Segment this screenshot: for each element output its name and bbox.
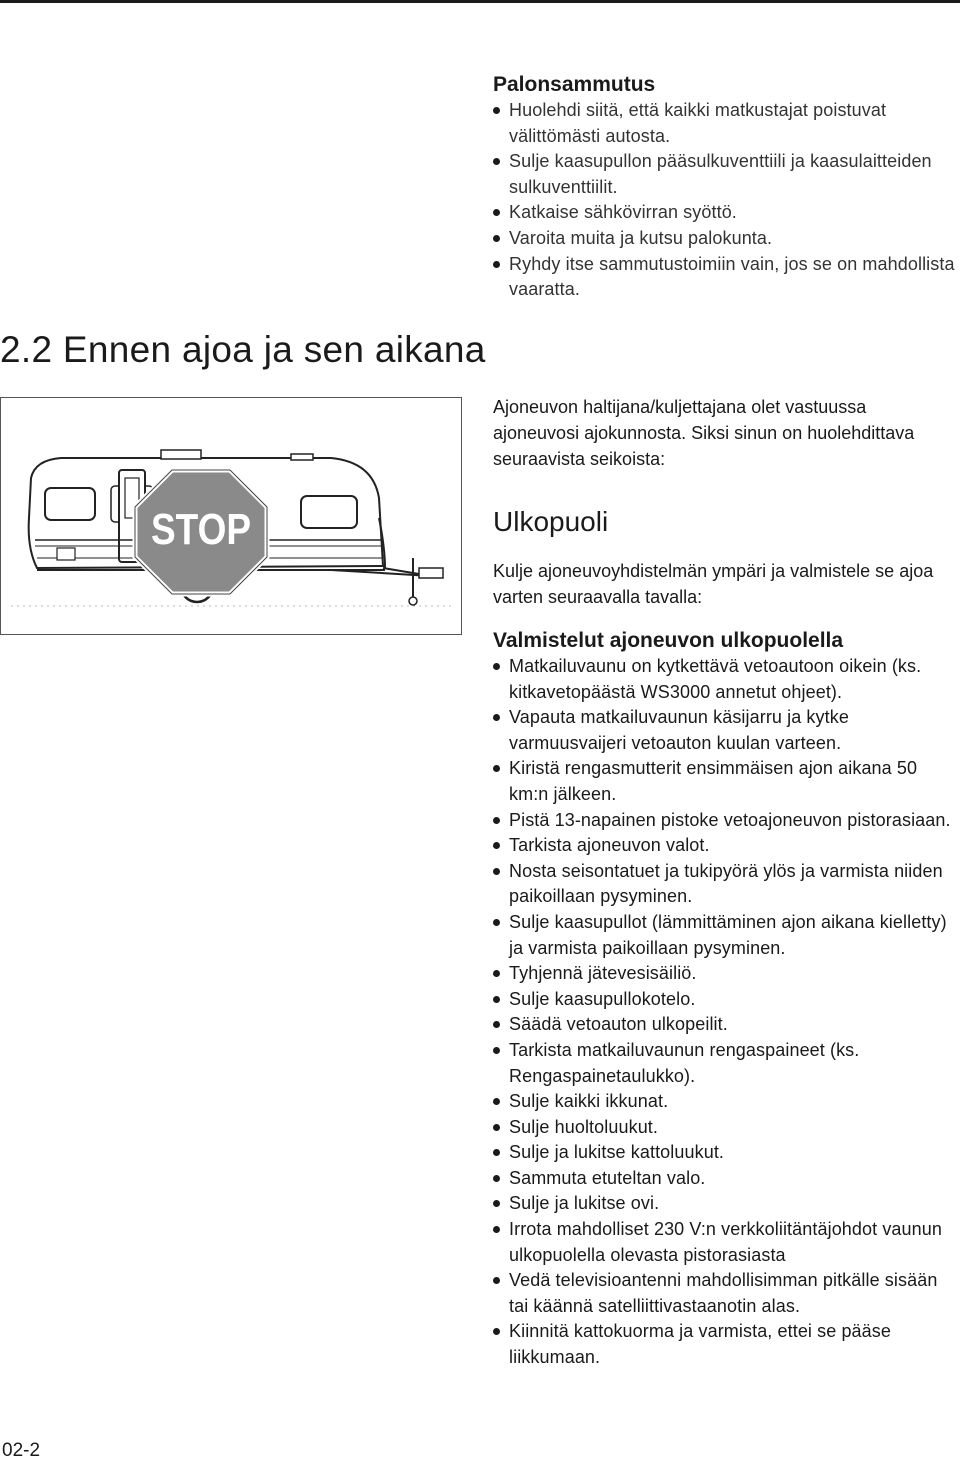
prep-list: [493, 654, 955, 1371]
page-number: 02-2: [2, 1440, 41, 1461]
list-item: Vapauta matkailuvaunun käsijarru ja kytke varmuusvaijeri vetoauton kuulan varteen.: [493, 705, 955, 756]
window-right: [301, 496, 357, 528]
section-title: 2.2 Ennen ajoa ja sen aikana: [0, 329, 486, 370]
caravan-stop-illustration: [0, 397, 462, 635]
list-item: Sulje kaasupullokotelo.: [493, 987, 955, 1013]
list-item: Tarkista ajoneuvon valot.: [493, 833, 955, 859]
ulkopuoli-title: Ulkopuoli: [493, 506, 609, 537]
list-item: Varoita muita ja kutsu palokunta.: [493, 226, 955, 252]
list-item: Tyhjennä jätevesisäiliö.: [493, 961, 955, 987]
list-item: Ryhdy itse sammutustoimiin vain, jos se on mahdollista vaaratta.: [493, 252, 955, 303]
stop-sign-label: STOP: [151, 505, 251, 554]
list-item: Vedä televisioantenni mahdollisimman pitkälle sisään tai käännä satelliittivastaanotin alas.: [493, 1268, 955, 1319]
list-item: Sammuta etuteltan valo.: [493, 1166, 955, 1192]
list-item: Sulje ja lukitse ovi.: [493, 1191, 955, 1217]
prep-section: [493, 628, 955, 1371]
list-item: Kiinnitä kattokuorma ja varmista, ettei se pääse liikkumaan.: [493, 1319, 955, 1370]
window-left: [45, 488, 95, 520]
list-item: Huolehdi siitä, että kaikki matkustajat poistuvat välittömästi autosta.: [493, 98, 955, 149]
list-item: Sulje kaikki ikkunat.: [493, 1089, 955, 1115]
fire-section: [493, 72, 955, 303]
list-item: Irrota mahdolliset 230 V:n verkkoliitäntäjohdot vaunun ulkopuolella olevasta pistorasiasta: [493, 1217, 955, 1268]
list-item: Sulje ja lukitse kattoluukut.: [493, 1140, 955, 1166]
list-item: Nosta seisontatuet ja tukipyörä ylös ja varmista niiden paikoillaan pysyminen.: [493, 859, 955, 910]
list-item: Tarkista matkailuvaunun rengaspaineet (ks. Rengaspainetaulukko).: [493, 1038, 955, 1089]
list-item: Sulje kaasupullot (lämmittäminen ajon aikana kielletty) ja varmista paikoillaan pysyminen.: [493, 910, 955, 961]
list-item: Sulje huoltoluukut.: [493, 1115, 955, 1141]
prep-heading: Valmistelut ajoneuvon ulkopuolella: [493, 629, 844, 652]
list-item: Katkaise sähkövirran syöttö.: [493, 200, 955, 226]
list-item: Kiristä rengasmutterit ensimmäisen ajon aikana 50 km:n jälkeen.: [493, 756, 955, 807]
ulkopuoli-description: [493, 558, 955, 610]
ulkopuoli-paragraph: Kulje ajoneuvoyhdistelmän ympäri ja valmistele se ajoa varten seuraavalla tavalla:: [493, 561, 934, 607]
intro-paragraph: Ajoneuvon haltijana/kuljettajana olet vastuussa ajoneuvosi ajokunnosta. Siksi sinun on huolehdittava seuraavista seikoista:: [493, 397, 915, 469]
top-rule: [0, 0, 960, 3]
caravan-drawing: [1, 398, 461, 634]
fire-heading: Palonsammutus: [493, 73, 656, 96]
intro-text: [493, 394, 955, 472]
list-item: Sulje kaasupullon pääsulkuventtiili ja kaasulaitteiden sulkuventtiilit.: [493, 149, 955, 200]
list-item: Matkailuvaunu on kytkettävä vetoautoon oikein (ks. kitkavetopäästä WS3000 annetut ohjeet).: [493, 654, 955, 705]
list-item: Säädä vetoauton ulkopeilit.: [493, 1012, 955, 1038]
fire-list: [493, 98, 955, 303]
list-item: Pistä 13-napainen pistoke vetoajoneuvon pistorasiaan.: [493, 808, 955, 834]
